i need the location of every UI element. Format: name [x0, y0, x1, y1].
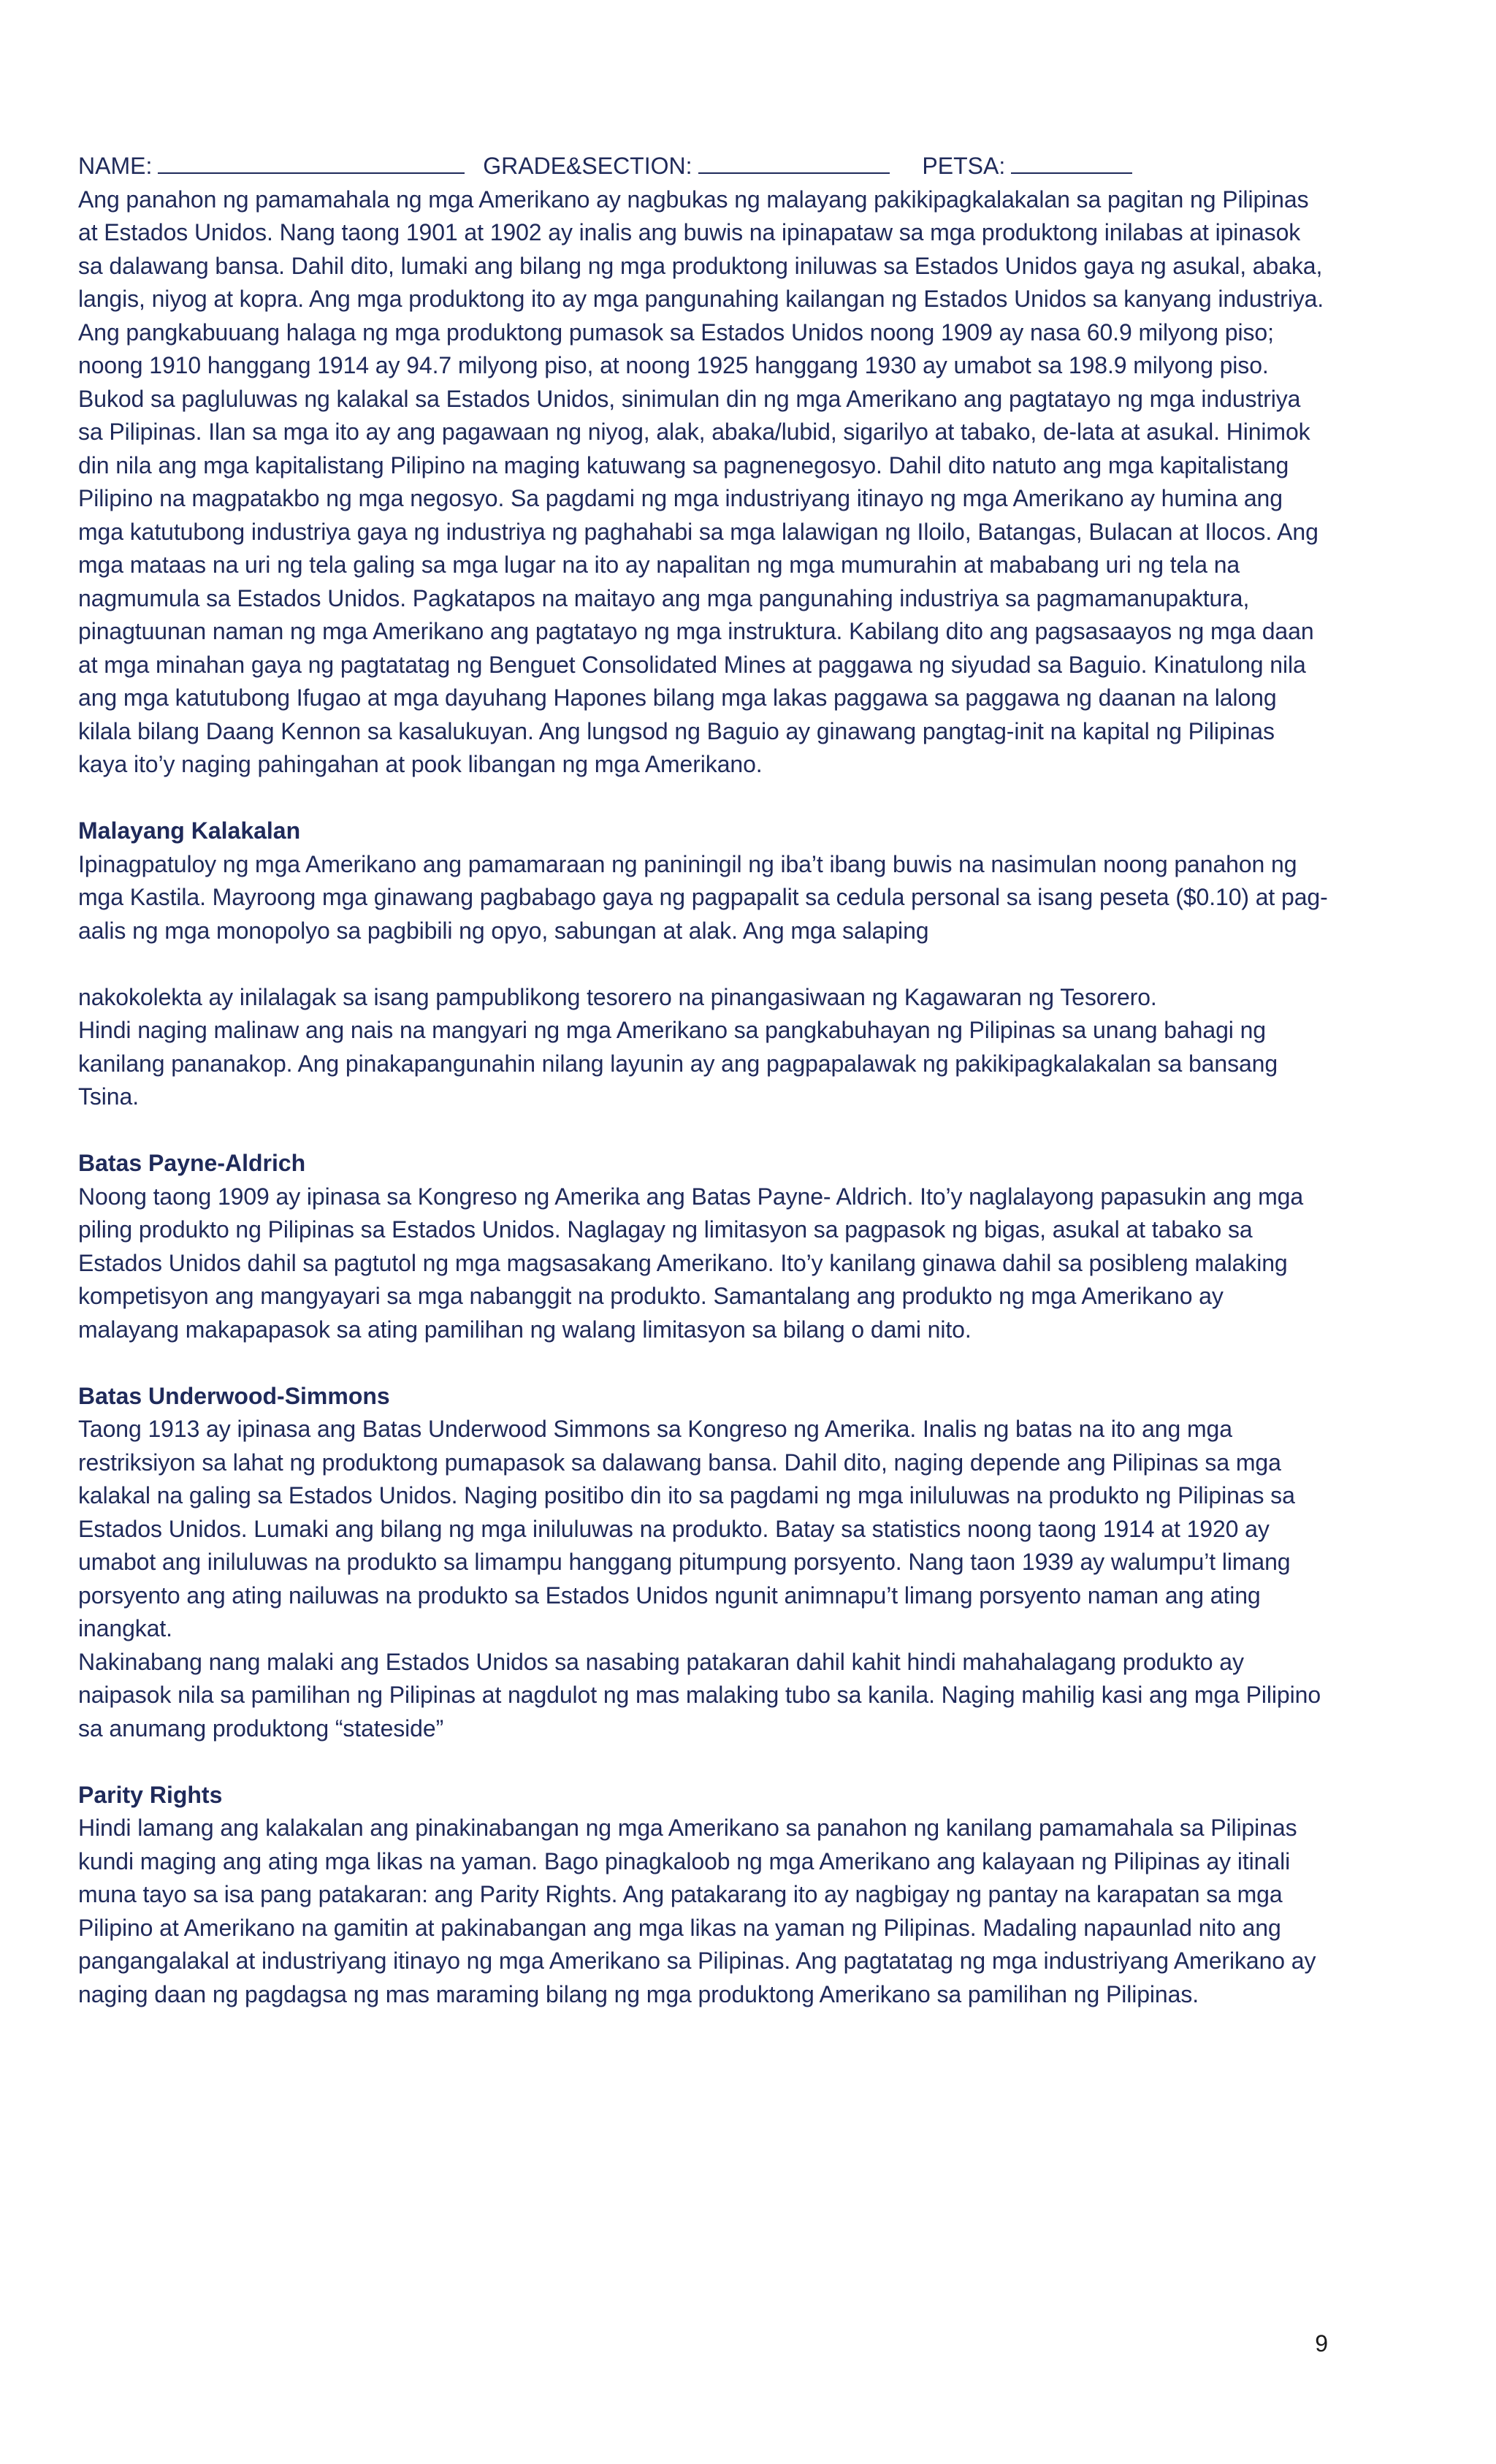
petsa-blank[interactable]	[1011, 150, 1132, 174]
page-number: 9	[1315, 2330, 1328, 2357]
intro-paragraph-1: Ang panahon ng pamamahala ng mga Amerikano ay nagbukas ng malayang pakikipagkalakalan sa pagitan ng Pilipinas at Estados Unidos. Nang taong 1901 at 1902 ay inalis ang buwis na ipinapataw sa mga produktong inilabas at ipinasok sa dalawang bansa. Dahil dito, lumaki ang bilang ng mga produktong iniluwas sa Estados Unidos gaya ng asukal, abaka, langis, niyog at kopra. Ang mga produktong ito ay mga pangunahing kailangan ng Estados Unidos sa kanyang industriya. Ang pangkabuuang halaga ng mga produktong pumasok sa Estados Unidos noong 1909 ay nasa 60.9 milyong piso; noong 1910 hanggang 1914 ay 94.7 milyong piso, at noong 1925 hanggang 1930 ay umabot sa 198.9 milyong piso.	[78, 186, 1324, 378]
malayang-paragraph-2: nakokolekta ay inilalagak sa isang pampublikong tesorero na pinangasiwaan ng Kagawaran ng Tesorero.	[78, 983, 1157, 1010]
name-label: NAME:	[78, 153, 153, 179]
parity-paragraph-1: Hindi lamang ang kalakalan ang pinakinabangan ng mga Amerikano sa panahon ng kanilang pamamahala sa Pilipinas kundi maging ang ating mga likas na yaman. Bago pinagkaloob ng mga Amerikano ang kalayaan ng Pilipinas ay itinali muna tayo sa isa pang patakaran: ang Parity Rights. Ang patakarang ito ay nagbigay ng pantay na karapatan sa mga Pilipino at Amerikano na gamitin at pakinabangan ang mga likas na yaman ng Pilipinas. Madaling napaunlad nito ang pangangalakal at industriyang itinayo ng mga Amerikano sa Pilipinas. Ang pagtatatag ng mga industriyang Amerikano ay naging daan ng pagdagsa ng mas maraming bilang ng mga produktong Amerikano sa pamilihan ng Pilipinas.	[78, 1815, 1316, 2007]
section-heading-underwood-simmons: Batas Underwood-Simmons	[78, 1382, 390, 1409]
section-heading-payne-aldrich: Batas Payne-Aldrich	[78, 1150, 306, 1176]
paragraph-gap	[78, 947, 1328, 981]
underwood-paragraph-2: Nakinabang nang malaki ang Estados Unidos sa nasabing patakaran dahil kahit hindi mahahalagang produkto ay naipasok nila sa pamilihan ng Pilipinas at nagdulot ng mas malaking tubo sa kanila. Naging mahilig kasi ang mga Pilipino sa anumang produktong “stateside”	[78, 1648, 1321, 1742]
payne-paragraph-1: Noong taong 1909 ay ipinasa sa Kongreso ng Amerika ang Batas Payne- Aldrich. Ito’y naglalayong papasukin ang mga piling produkto ng Pilipinas sa Estados Unidos. Naglagay ng limitasyon sa pagpasok ng bigas, asukal at tabako sa Estados Unidos dahil sa pagtutol ng mga magsasakang Amerikano. Ito’y kanilang ginawa dahil sa posibleng malaking kompetisyon ang mangyayari sa mga nabanggit na produkto. Samantalang ang produkto ng mga Amerikano ay malayang makapapasok sa ating pamilihan ng walang limitasyon sa bilang o dami nito.	[78, 1183, 1304, 1343]
petsa-label: PETSA:	[922, 153, 1006, 179]
name-blank[interactable]	[158, 150, 465, 174]
grade-section-blank[interactable]	[698, 150, 890, 174]
worksheet-header	[78, 150, 1328, 183]
malayang-paragraph-1: Ipinagpatuloy ng mga Amerikano ang pamamaraan ng paniningil ng iba’t ibang buwis na nasimulan noong panahon ng mga Kastila. Mayroong mga ginawang pagbabago gaya ng pagpapalit sa cedula personal sa isang peseta ($0.10) at pag- aalis ng mga monopolyo sa pagbibili ng opyo, sabungan at alak. Ang mga salaping	[78, 850, 1328, 944]
malayang-paragraph-3: Hindi naging malinaw ang nais na mangyari ng mga Amerikano sa pangkabuhayan ng Pilipinas sa unang bahagi ng kanilang pananakop. Ang pinakapangunahin nilang layunin ay ang pagpapalawak ng pakikipagkalakalan sa bansang Tsina.	[78, 1017, 1278, 1110]
section-heading-parity-rights: Parity Rights	[78, 1781, 223, 1808]
intro-paragraph-2: Bukod sa pagluluwas ng kalakal sa Estados Unidos, sinimulan din ng mga Amerikano ang pagtatayo ng mga industriya sa Pilipinas. Ilan sa mga ito ay ang pagawaan ng niyog, alak, abaka/lubid, sigarilyo at tabako, de-lata at asukal. Hinimok din nila ang mga kapitalistang Pilipino na maging katuwang sa pagnenegosyo. Dahil dito natuto ang mga kapitalistang Pilipino na magpatakbo ng mga negosyo. Sa pagdami ng mga industriyang itinayo ng mga Amerikano ay humina ang mga katutubong industriya gaya ng industriya ng paghahabi sa mga lalawigan ng Iloilo, Batangas, Bulacan at Ilocos. Ang mga mataas na uri ng tela galing sa mga lugar na ito ay napalitan ng mga mumurahin at mababang uri ng tela na nagmumula sa Estados Unidos. Pagkatapos na maitayo ang mga pangunahing industriya sa pagmamanupaktura, pinagtuunan naman ng mga Amerikano ang pagtatayo ng mga instruktura. Kabilang dito ang pagsasaayos ng mga daan at mga minahan gaya ng pagtatatag ng Benguet Consolidated Mines at paggawa ng siyudad sa Baguio. Kinatulong nila ang mga katutubong Ifugao at mga dayuhang Hapones bilang mga lakas paggawa sa paggawa ng daanan na lalong kilala bilang Daang Kennon sa kasalukuyan. Ang lungsod ng Baguio ay ginawang pangtag-init na kapital ng Pilipinas kaya ito’y naging pahingahan at pook libangan ng mga Amerikano.	[78, 385, 1318, 777]
section-heading-malayang-kalakalan: Malayang Kalakalan	[78, 817, 301, 844]
underwood-paragraph-1: Taong 1913 ay ipinasa ang Batas Underwood Simmons sa Kongreso ng Amerika. Inalis ng batas na ito ang mga restriksiyon sa lahat ng produktong pumapasok sa dalawang bansa. Dahil dito, naging depende ang Pilipinas sa mga kalakal na galing sa Estados Unidos. Naging positibo din ito sa pagdami ng mga iniluluwas na produkto ng Pilipinas sa Estados Unidos. Lumaki ang bilang ng mga iniluluwas na produkto. Batay sa statistics noong taong 1914 at 1920 ay umabot ang iniluluwas na produkto sa limampu hanggang pitumpung porsyento. Nang taon 1939 ay walumpu’t limang porsyento ang ating nailuwas na produkto sa Estados Unidos ngunit animnapu’t limang porsyento naman ang ating inangkat.	[78, 1416, 1295, 1641]
grade-section-label: GRADE&SECTION:	[483, 153, 692, 179]
